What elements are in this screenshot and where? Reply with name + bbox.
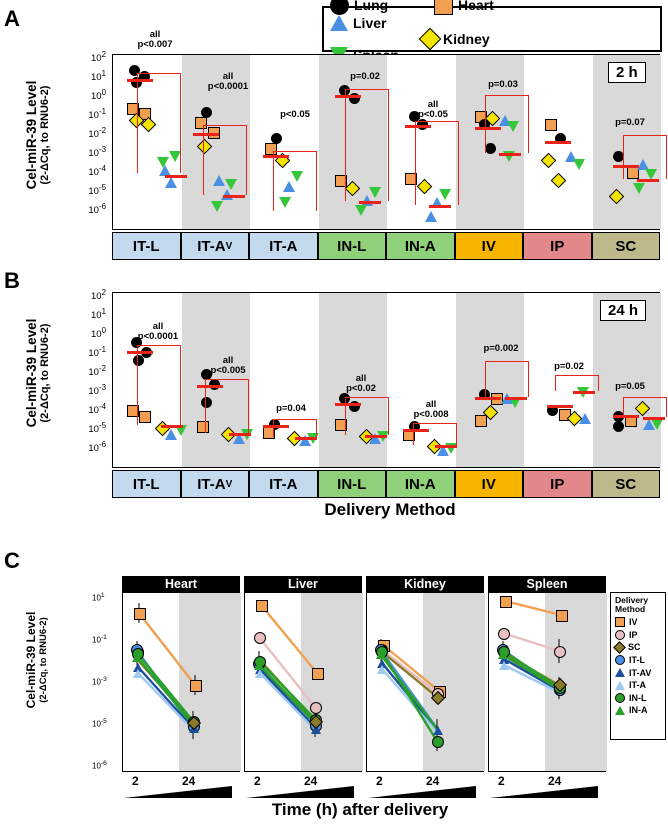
mean-line-low: [161, 425, 183, 428]
sig-line2: p<0.0001: [137, 331, 179, 342]
mean-line: [547, 405, 573, 408]
sig-bracket: [345, 89, 389, 201]
time-wedge: [124, 786, 232, 798]
y-title-line2: (2-ΔCq, to RNU6-2): [39, 85, 51, 185]
legend-markers: [322, 0, 662, 52]
legend-label-in-a: IN-A: [629, 705, 648, 716]
sig-line2: p<0.005: [210, 365, 246, 376]
legend-item-lung: [330, 0, 422, 15]
sig-annotation: [466, 344, 536, 354]
group-label-ip: [523, 470, 592, 498]
mean-line-low: [359, 201, 381, 204]
sig-line2: p<0.05: [418, 109, 448, 120]
marker-iv: [556, 610, 568, 622]
y-tick: $10^{-5}$: [92, 718, 107, 729]
group-text: SC: [615, 237, 637, 255]
sig-line1: all: [222, 71, 234, 82]
x-tick: 2: [254, 774, 261, 788]
panel-c-title-heart: Heart: [122, 576, 240, 592]
sig-annotation: [262, 110, 328, 120]
marker-in-a: [498, 650, 508, 659]
marker-kidney: [541, 153, 557, 169]
series-lines: [245, 593, 363, 773]
sig-line2: p=0.02: [350, 71, 380, 82]
panel-c-y-axis-title: [24, 580, 49, 740]
group-label-in-l: [318, 232, 387, 260]
panel-c-title-liver: Liver: [244, 576, 362, 592]
in-l-marker-icon: [615, 693, 625, 703]
y-tick: $10^{-5}$: [88, 183, 106, 198]
group-text: IN-L: [337, 237, 367, 255]
legend-item-heart: [434, 0, 544, 15]
panel-c-plot-kidney: [366, 592, 484, 772]
group-label-in-a: [386, 470, 455, 498]
y-tick: $10^1$: [91, 69, 106, 84]
sig-line2: p<0.0001: [207, 81, 249, 92]
legend-item-it-l: [615, 654, 661, 667]
panel-c-legend: [610, 592, 666, 740]
group-text: IT-A: [269, 237, 298, 255]
marker-iv: [190, 680, 202, 692]
sig-annotation: [536, 362, 602, 372]
sig-bracket: [273, 419, 317, 437]
legend-label-lung: Lung: [354, 0, 389, 13]
mean-line: [545, 141, 571, 144]
marker-in-a: [132, 653, 142, 662]
sig-bracket: [137, 73, 181, 173]
sig-bracket: [485, 361, 529, 397]
heart-marker-icon: [434, 0, 453, 15]
mean-line-low: [295, 437, 317, 440]
series-lines: [367, 593, 485, 773]
group-text: SC: [615, 475, 637, 493]
sig-line2: p<0.02: [346, 383, 376, 394]
iv-marker-icon: [615, 617, 625, 627]
series-lines: [123, 593, 241, 773]
marker-liver: [579, 413, 591, 424]
legend-item-in-a: [615, 704, 661, 717]
y-title-line2: (2-ΔCq, to RNU6-2): [38, 617, 49, 703]
legend-label-heart: Heart: [458, 0, 494, 13]
x-tick: 2: [498, 774, 505, 788]
group-label-sc: [592, 470, 661, 498]
sig-bracket: [413, 423, 457, 445]
sig-line2: p=0.07: [615, 117, 645, 128]
y-tick: $10^{-1}$: [88, 345, 106, 360]
sig-bracket: [137, 345, 181, 425]
sig-line2: p<0.008: [413, 409, 449, 420]
sig-bracket: [345, 397, 389, 435]
marker-in-a: [376, 650, 386, 659]
sig-line1: all: [425, 399, 437, 410]
legend-title-line1: Delivery: [615, 595, 649, 605]
y-tick: $10^{-6}$: [88, 202, 106, 217]
sig-line2: p<0.007: [137, 39, 173, 50]
sig-bracket: [273, 151, 317, 211]
marker-it-a: [377, 665, 387, 674]
sig-annotation: [120, 322, 196, 342]
marker-it-a: [255, 669, 265, 678]
panel-c-label: C: [4, 548, 20, 573]
sig-annotation: [600, 382, 660, 392]
marker-ip: [254, 632, 266, 644]
sig-line2: p=0.03: [488, 79, 518, 90]
x-tick: 2: [132, 774, 139, 788]
x-tick: 24: [182, 774, 196, 788]
group-label-iv: [455, 470, 524, 498]
sig-line1: all: [427, 99, 439, 110]
panel-b-time-badge: 24 h: [600, 300, 646, 321]
y-title-line2: (2-ΔCq, to RNU6-2): [39, 323, 51, 423]
group-label-sc: [592, 232, 661, 260]
group-label-it-a: [249, 232, 318, 260]
liver-marker-icon: [330, 15, 348, 31]
panel-a-time-badge: 2 h: [608, 62, 646, 83]
marker-ip: [498, 628, 510, 640]
series-lines: [489, 593, 607, 773]
panel-b-label: B: [4, 268, 20, 293]
sig-bracket: [555, 375, 599, 391]
group-text: IT-A: [269, 475, 298, 493]
panel-b-y-axis-title: [24, 278, 51, 468]
sig-annotation: [396, 400, 466, 420]
mean-line-low: [643, 417, 665, 420]
panel-c-title-spleen: Spleen: [488, 576, 606, 592]
legend-item-it-av: [615, 666, 661, 679]
sig-line2: p<0.05: [280, 109, 310, 120]
lung-marker-icon: [330, 0, 349, 15]
marker-iv: [256, 600, 268, 612]
panel-c-plot-spleen: [488, 592, 606, 772]
marker-heart: [545, 119, 557, 131]
sig-annotation: [400, 100, 466, 120]
y-tick: $10^0$: [91, 88, 106, 103]
group-label-it-av: [181, 232, 250, 260]
legend-item-in-l: [615, 692, 661, 705]
panel-c-title-kidney: Kidney: [366, 576, 484, 592]
sig-bracket: [623, 135, 667, 179]
group-label-in-l: [318, 470, 387, 498]
y-tick: $10^2$: [91, 288, 106, 303]
sig-annotation: [190, 72, 266, 92]
group-label-it-l: [112, 470, 181, 498]
group-label-iv: [455, 232, 524, 260]
y-tick: $10^{-2}$: [88, 126, 106, 141]
y-tick: $10^{-6}$: [88, 440, 106, 455]
mean-line: [475, 397, 501, 400]
marker-iv: [312, 668, 324, 680]
sig-annotation: [328, 374, 394, 394]
sig-line2: p=0.02: [554, 361, 584, 372]
group-text: IN-L: [337, 475, 367, 493]
legend-label-it-l: IT-L: [629, 655, 645, 666]
marker-iv: [500, 596, 512, 608]
y-tick: $10^{-1}$: [92, 634, 107, 645]
it-l-marker-icon: [615, 655, 625, 665]
legend-label-in-l: IN-L: [629, 692, 647, 703]
marker-spleen: [573, 159, 585, 170]
legend-label-iv: IV: [629, 617, 638, 628]
marker-in-l: [432, 736, 444, 748]
marker-heart: [475, 415, 487, 427]
it-a-marker-icon: [615, 681, 625, 690]
y-title-line1: Cel-miR-39 Level: [24, 318, 39, 428]
sig-line2: p=0.002: [483, 343, 519, 354]
y-tick: $10^{-4}$: [88, 164, 106, 179]
sig-line1: all: [355, 373, 367, 384]
y-tick: $10^{-2}$: [88, 364, 106, 379]
y-title-line1: Cel-miR-39 Level: [24, 80, 39, 190]
sig-annotation: [332, 72, 398, 82]
sig-bracket: [623, 397, 667, 417]
mean-line-low: [499, 153, 521, 156]
legend-label-sc: SC: [628, 642, 641, 653]
panel-c-x-axis-title: Time (h) after delivery: [271, 800, 449, 819]
marker-it-a: [133, 669, 143, 678]
time-wedge: [368, 786, 476, 798]
sig-bracket: [205, 379, 249, 433]
mean-line-low: [573, 391, 595, 394]
marker-liver: [425, 211, 437, 222]
in-a-marker-icon: [615, 706, 625, 715]
legend-label-it-a: IT-A: [629, 680, 646, 691]
y-tick: $10^{-6}$: [92, 760, 107, 771]
x-tick: 24: [548, 774, 562, 788]
group-text: IN-A: [404, 475, 436, 493]
sig-line1: all: [152, 321, 164, 332]
panel-c-plot-heart: [122, 592, 240, 772]
legend-label-it-av: IT-AV: [629, 667, 652, 678]
marker-spleen: [211, 201, 223, 212]
sig-line1: all: [222, 355, 234, 366]
y-tick: $10^1$: [91, 307, 106, 322]
marker-liver: [165, 177, 177, 188]
marker-in-a: [254, 661, 264, 670]
sig-bracket: [415, 121, 459, 205]
group-text: IN-A: [404, 237, 436, 255]
group-text: IP: [550, 237, 565, 255]
group-text: IT-A: [197, 237, 226, 255]
marker-spleen: [651, 419, 663, 430]
group-label-it-a: [249, 470, 318, 498]
legend-item-iv: [615, 616, 661, 629]
panel-a-y-axis-title: [24, 40, 51, 230]
legend-label-liver: Liver: [353, 14, 387, 31]
sig-annotation: [470, 80, 536, 90]
mean-line-low: [229, 433, 251, 436]
group-label-in-a: [386, 232, 455, 260]
mean-line-low: [223, 195, 245, 198]
group-text: IT-L: [132, 237, 160, 255]
group-text: IV: [481, 237, 496, 255]
marker-ip: [310, 702, 322, 714]
mean-line-low: [505, 397, 527, 400]
y-tick: $10^{-3}$: [88, 383, 106, 398]
x-tick: 2: [376, 774, 383, 788]
mean-line-low: [365, 435, 387, 438]
it-av-marker-icon: [615, 668, 625, 677]
y-tick: $10^1$: [92, 592, 105, 603]
sig-bracket: [485, 95, 529, 153]
y-title-line1: Cel-miR-39 Level: [24, 611, 38, 709]
legend-item-it-a: [615, 679, 661, 692]
group-text: IP: [550, 475, 565, 493]
mean-line-low: [637, 179, 659, 182]
panel-c-plot-liver: [244, 592, 362, 772]
marker-spleen: [355, 205, 367, 216]
mean-line-low: [429, 205, 451, 208]
sig-annotation: [258, 404, 324, 414]
marker-it-a: [499, 661, 509, 670]
sc-marker-icon: [613, 641, 626, 654]
legend-item-sc: [615, 641, 661, 654]
y-tick: $10^{-3}$: [92, 676, 107, 687]
marker-iv: [134, 608, 146, 620]
time-wedge: [246, 786, 354, 798]
y-tick: $10^{-5}$: [88, 421, 106, 436]
sig-annotation: [120, 30, 190, 50]
group-text: IT-L: [132, 475, 160, 493]
y-tick: $10^{-3}$: [88, 145, 106, 160]
panel-a-label: A: [4, 6, 20, 31]
sig-line2: p=0.04: [276, 403, 306, 414]
group-text: IV: [481, 475, 496, 493]
panel-ab-x-axis-title: Delivery Method: [324, 500, 456, 519]
group-label-it-av: [181, 470, 250, 498]
sig-line1: all: [149, 29, 161, 40]
sig-annotation: [190, 356, 266, 376]
legend-item-kidney: [422, 31, 532, 47]
sig-bracket: [203, 125, 247, 195]
mean-line-low: [435, 445, 457, 448]
x-tick: 24: [426, 774, 440, 788]
y-tick: $10^2$: [91, 50, 106, 65]
marker-ip: [554, 646, 566, 658]
group-label-it-l: [112, 232, 181, 260]
ip-marker-icon: [615, 630, 625, 640]
mean-line-low: [165, 175, 187, 178]
sig-line2: p=0.05: [615, 381, 645, 392]
y-tick: $10^0$: [91, 326, 106, 341]
marker-lung: [613, 421, 624, 432]
legend-label-ip: IP: [629, 629, 638, 640]
marker-it-av: [433, 726, 443, 735]
legend-item-ip: [615, 629, 661, 642]
group-sup: V: [225, 240, 233, 252]
y-tick: $10^{-4}$: [88, 402, 106, 417]
y-tick: $10^{-1}$: [88, 107, 106, 122]
legend-title-line2: Method: [615, 604, 646, 614]
time-wedge: [490, 786, 598, 798]
group-text: IT-A: [197, 475, 226, 493]
marker-kidney: [551, 173, 567, 189]
sig-annotation: [600, 118, 660, 128]
legend-item-liver: [330, 15, 430, 31]
legend-label-kidney: Kidney: [443, 30, 490, 47]
group-sup: V: [225, 478, 233, 490]
x-tick: 24: [304, 774, 318, 788]
group-label-ip: [523, 232, 592, 260]
marker-spleen: [633, 183, 645, 194]
